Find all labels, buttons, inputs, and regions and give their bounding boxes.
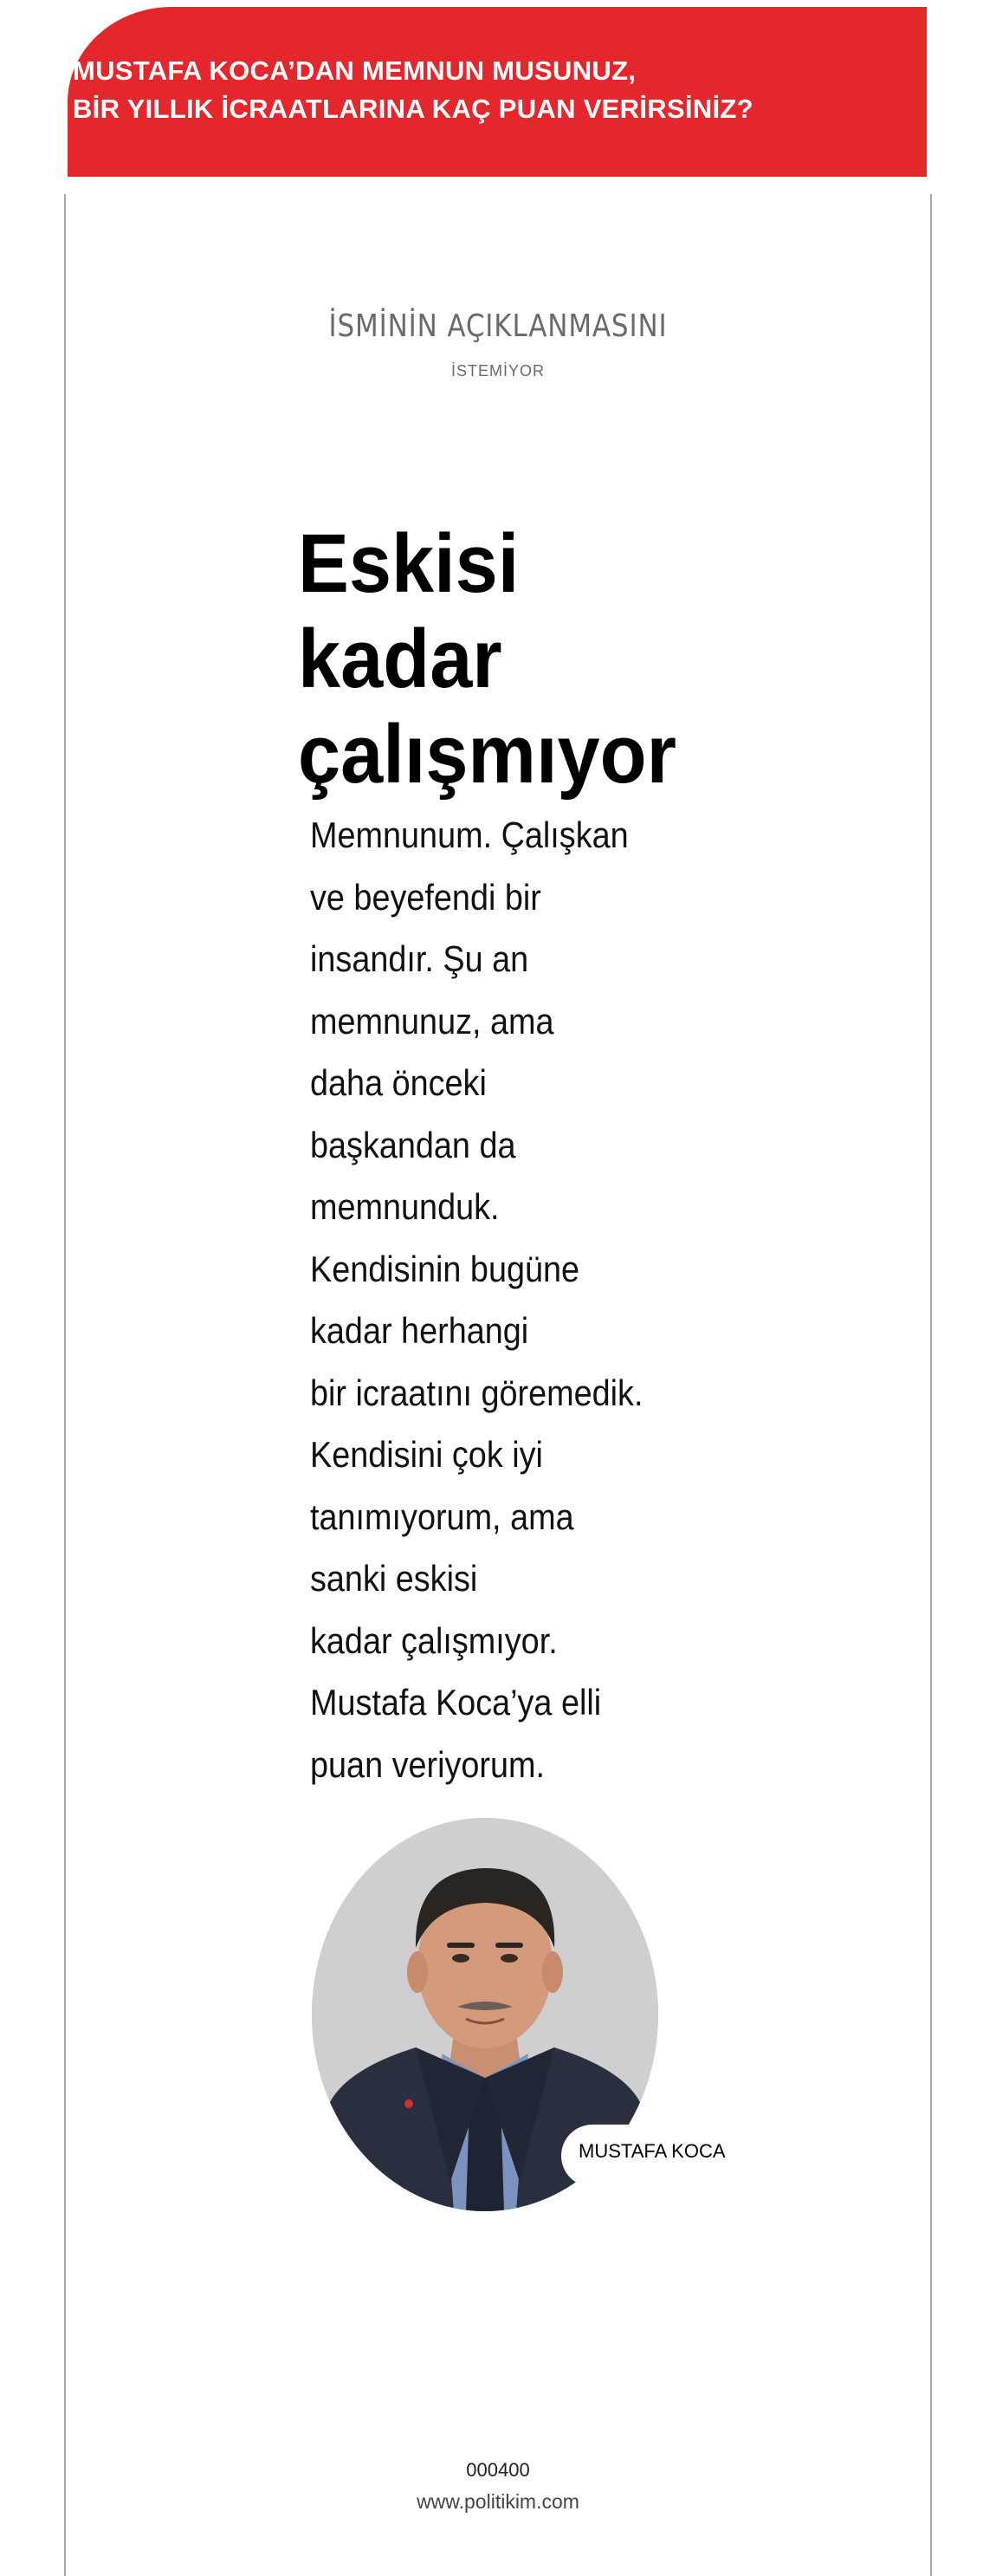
banner-question (73, 52, 852, 128)
body-line: memnunduk. (310, 1186, 500, 1227)
body-line: tanımıyorum, ama (310, 1496, 574, 1537)
source-name: İSMİNİN AÇIKLANMASINI (328, 308, 668, 344)
headline-line-3: çalışmıyor (298, 708, 676, 801)
left-divider (64, 194, 66, 2576)
body-line: daha önceki (310, 1062, 487, 1103)
body-line: Kendisinin bugüne (310, 1248, 580, 1289)
body-line: Memnunum. Çalışkan (310, 814, 629, 855)
body-line: Kendisini çok iyi (310, 1434, 543, 1475)
photo-caption: MUSTAFA KOCA (579, 2140, 726, 2162)
headline (298, 516, 696, 802)
headline-line-2: kadar (298, 613, 502, 705)
quote-body (310, 804, 715, 1795)
footer-url[interactable]: www.politikim.com (417, 2490, 579, 2513)
source-subtitle: İSTEMİYOR (450, 362, 545, 380)
body-line: başkandan da (310, 1124, 516, 1165)
body-line: kadar herhangi (310, 1310, 529, 1351)
body-line: memnunuz, ama (310, 1000, 554, 1041)
body-line: bir icraatını göremedik. (310, 1372, 644, 1413)
body-line: puan veriyorum. (310, 1743, 546, 1785)
body-line: Mustafa Koca’ya elli (310, 1682, 602, 1723)
right-divider (930, 194, 932, 2576)
banner-line-1: MUSTAFA KOCA’DAN MEMNUN MUSUNUZ, (73, 55, 637, 86)
banner-line-2: BİR YILLIK İCRAATLARINA KAÇ PUAN VERİRSİNİZ? (73, 94, 753, 124)
body-line: insandır. Şu an (310, 938, 529, 979)
footer-code: 000400 (466, 2459, 530, 2481)
body-line: sanki eskisi (310, 1558, 478, 1599)
body-line: ve beyefendi bir (310, 876, 541, 918)
body-line: kadar çalışmıyor. (310, 1619, 558, 1661)
headline-line-1: Eskisi (298, 517, 520, 610)
